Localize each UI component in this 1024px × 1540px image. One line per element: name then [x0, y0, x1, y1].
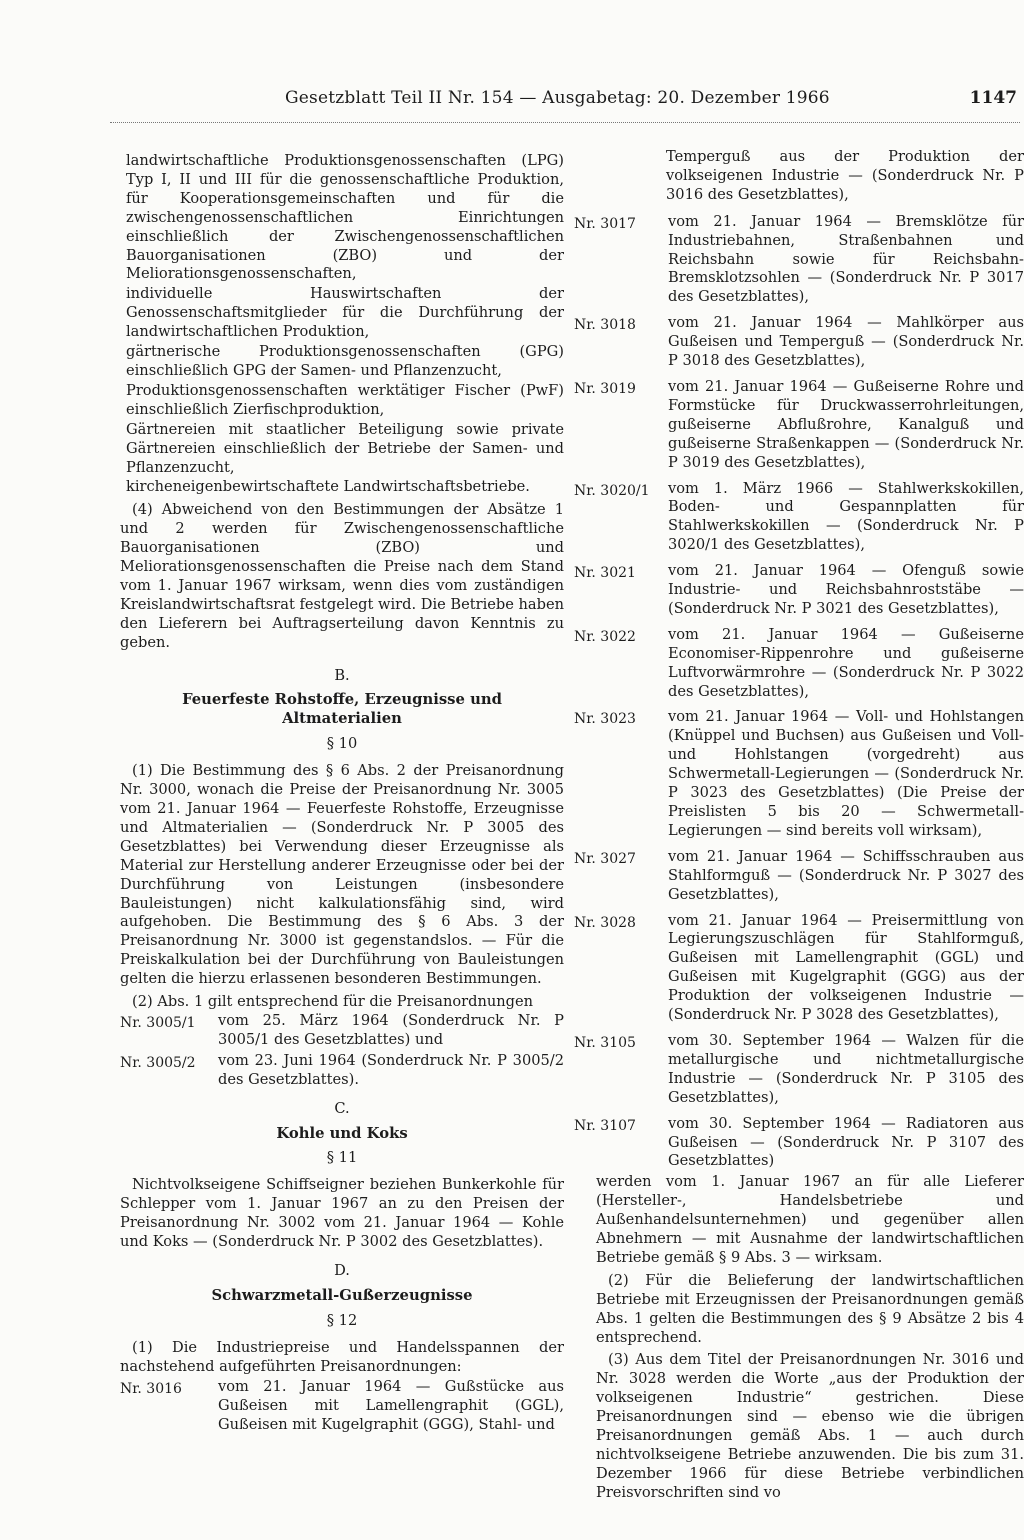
list-item — [574, 626, 1024, 702]
header-rule — [110, 122, 1020, 123]
ordinance-text: vom 21. Januar 1964 — Gußstücke aus Gußeisen mit Lamellengraphit (GGL), Gußeisen mit Kugelgraphit (GGG), Stahl- und — [218, 1378, 564, 1434]
ordinance-number: Nr. 3027 — [574, 850, 636, 867]
ordinance-text: vom 21. Januar 1964 — Bremsklötze für Industriebahnen, Straßenbahnen und Reichsbahn sowie für Reichsbahn-Bremsklotzsohlen — (Sonderdruck Nr. P 3017 des Gesetzblattes), — [668, 212, 1024, 306]
ordinance-text: vom 21. Januar 1964 — Ofenguß sowie Industrie- und Reichsbahnroststäbe — (Sonderdruck Nr. P 3021 des Gesetzblattes), — [668, 562, 1024, 617]
list-item: kircheneigenbewirtschaftete Landwirtschaftsbetriebe. — [126, 478, 530, 496]
ordinance-number: Nr. 3017 — [574, 215, 636, 232]
section-b-letter: B. — [334, 666, 350, 684]
ordinance-text: vom 25. März 1964 (Sonderdruck Nr. P 3005/1 des Gesetzblattes) und — [218, 1011, 564, 1048]
list-item — [574, 1115, 1024, 1172]
right-column — [574, 148, 1024, 1503]
section-10-heading: § 10 — [326, 735, 358, 753]
list-item — [120, 1378, 564, 1435]
header-title: Gesetzblatt Teil II Nr. 154 — Ausgabetag: 20. Dezember 1966 — [285, 88, 830, 108]
ordinance-number: Nr. 3023 — [574, 711, 636, 728]
list-item — [574, 562, 1024, 619]
ordinance-text: vom 21. Januar 1964 — Preisermittlung von Legierungszuschlägen für Stahlformguß, Gußeisen mit Lamellengraphit (GGL) und Gußeisen mit Kugelgraphit (GGG) aus der Produktion der volkseigenen Industrie — (Sonderdruck Nr. P 3028 des Gesetzblattes), — [668, 911, 1024, 1024]
list-item: landwirtschaftliche Produktionsgenossenschaften (LPG) Typ I, II und III für die genossenschaftliche Produktion, für Kooperationsgemeinschaften und für die zwischengenossenschaftlichen Einrichtungen einschließlich der Zwischengenossenschaftlichen Bauorganisationen (ZBO) und der Meliorationsgenossenschaften, — [126, 152, 564, 283]
section-10-paragraph-1: (1) Die Bestimmung des § 6 Abs. 2 der Preisanordnung Nr. 3000, wonach die Preise der Preisanordnung Nr. 3005 vom 21. Januar 1964 — Feuerfeste Rohstoffe, Erzeugnisse und Altmaterialien — (Sonderdruck Nr. P 3005 des Gesetzblattes) bei Verwendung dieser Erzeugnisse als Material zur Herstellung anderer Erzeugnisse oder bei der Durchführung von Leistungen (insbesondere Bauleistungen) nicht kalkulationsfähig sind, wird aufgehoben. Die Bestimmung des § 6 Abs. 3 der Preisanordnung Nr. 3000 ist gegenstandslos. — Für die Preiskalkulation bei der Durchführung von Bauleistungen gelten die hierzu erlassenen besonderen Bestimmungen. — [120, 762, 564, 988]
ordinance-number: Nr. 3105 — [574, 1034, 636, 1051]
list-item — [574, 708, 1024, 840]
section-12-heading: § 12 — [326, 1311, 358, 1329]
ordinance-number: Nr. 3021 — [574, 565, 636, 582]
list-item: Gärtnereien mit staatlicher Beteiligung sowie private Gärtnereien einschließlich der Betriebe der Samen- und Pflanzenzucht, — [126, 420, 564, 476]
ordinance-number: Nr. 3107 — [574, 1117, 636, 1134]
paragraph-4: (4) Abweichend von den Bestimmungen der Absätze 1 und 2 werden für Zwischengenossenschaftliche Bauorganisationen (ZBO) und Meliorationsgenossenschaften die Preise nach dem Stand vom 1. Januar 1967 wirksam, wenn dies vom zuständigen Kreislandwirtschaftsrat festgelegt wird. Die Betriebe haben den Lieferern bei Auftragserteilung davon Kenntnis zu geben. — [120, 501, 564, 651]
ordinance-text: vom 30. September 1964 — Radiatoren aus Gußeisen — (Sonderdruck Nr. P 3107 des Gesetzblattes) — [668, 1114, 1024, 1170]
paragraph-3: (3) Aus dem Titel der Preisanordnungen Nr. 3016 und Nr. 3028 werden die Worte „aus der Produktion der volkseigenen Industrie“ gestrichen. Diese Preisanordnungen sind — ebenso wie die übrigen Preisanordnungen gemäß Abs. 1 — auch durch nichtvolkseigene Betriebe anzuwenden. Die bis zum 31. Dezember 1966 für diese Betriebe verbindlichen Preisvorschriften sind vo — [596, 1351, 1024, 1501]
page-header — [285, 88, 1024, 118]
ordinance-text: vom 21. Januar 1964 — Gußeiserne Rohre und Formstücke für Druckwasserrohrleitungen, gußeiserne Abflußrohre, Kanalguß und gußeiserne Straßenkappen — (Sonderdruck Nr. P 3019 des Gesetzblattes), — [668, 377, 1024, 471]
section-b-title: Feuerfeste Rohstoffe, Erzeugnisse und Altmaterialien — [182, 691, 502, 728]
section-d-title: Schwarzmetall-Gußerzeugnisse — [211, 1286, 473, 1304]
page-number: 1147 — [969, 88, 1017, 108]
section-12-paragraph-1: (1) Die Industriepreise und Handelsspannen der nachstehend aufgeführten Preisanordnungen: — [120, 1338, 564, 1375]
ordinance-text: vom 23. Juni 1964 (Sonderdruck Nr. P 3005/2 des Gesetzblattes). — [218, 1051, 564, 1088]
paragraph-2: (2) Für die Belieferung der landwirtschaftlichen Betriebe mit Erzeugnissen der Preisanordnungen gemäß Abs. 1 gelten die Bestimmungen des § 9 Absätze 2 bis 4 entsprechend. — [596, 1271, 1024, 1346]
ordinance-text: vom 30. September 1964 — Walzen für die metallurgische und nichtmetallurgische Industrie — (Sonderdruck Nr. P 3105 des Gesetzblattes), — [668, 1031, 1024, 1106]
ordinance-number: Nr. 3022 — [574, 628, 636, 645]
ordinance-number: Nr. 3020/1 — [574, 482, 650, 499]
ordinance-number: Nr. 3005/1 — [120, 1014, 196, 1031]
ordinance-text: vom 21. Januar 1964 — Gußeiserne Economiser-Rippenrohre und gußeiserne Luftvorwärmrohre — (Sonderdruck Nr. P 3022 des Gesetzblattes), — [668, 625, 1024, 700]
list-item — [574, 314, 1024, 371]
list-item — [574, 213, 1024, 308]
list-item — [120, 1052, 564, 1090]
section-c-letter: C. — [334, 1099, 350, 1117]
ordinance-text: vom 21. Januar 1964 — Voll- und Hohlstangen (Knüppel und Buchsen) aus Gußeisen und Voll- und Hohlstangen (vorgedreht) aus Schwermetall-Legierungen — (Sonderdruck Nr. P 3023 des Gesetzblattes) (Die Preise der Preislisten 5 bis 20 — Schwermetall-Legierungen — sind bereits voll wirksam), — [668, 708, 1024, 839]
ordinance-number: Nr. 3016 — [120, 1381, 182, 1398]
continued-entry: Temperguß aus der Produktion der volkseigenen Industrie — (Sonderdruck Nr. P 3016 des Gesetzblattes), — [666, 148, 1024, 203]
list-item — [574, 1032, 1024, 1108]
list-item: gärtnerische Produktionsgenossenschaften (GPG) einschließlich GPG der Samen- und Pflanzenzucht, — [126, 343, 564, 379]
ordinance-number: Nr. 3018 — [574, 317, 636, 334]
ordinance-number: Nr. 3005/2 — [120, 1054, 196, 1071]
list-item — [574, 848, 1024, 905]
list-item: individuelle Hauswirtschaften der Genossenschaftsmitglieder für die Durchführung der landwirtschaftlichen Produktion, — [126, 285, 564, 341]
section-c-title: Kohle und Koks — [276, 1124, 408, 1142]
left-column — [120, 152, 564, 1443]
ordinance-text: vom 1. März 1966 — Stahlwerkskokillen, Boden- und Gespannplatten für Stahlwerkskokillen — (Sonderdruck Nr. P 3020/1 des Gesetzblattes), — [668, 479, 1024, 554]
ordinance-number: Nr. 3028 — [574, 914, 636, 931]
section-11-paragraph: Nichtvolkseigene Schiffseigner beziehen Bunkerkohle für Schlepper vom 1. Januar 1967 an zu den Preisen der Preisanordnung Nr. 3002 vom 21. Januar 1964 — Kohle und Koks — (Sonderdruck Nr. P 3002 des Gesetzblattes). — [120, 1176, 564, 1251]
list-item: Produktionsgenossenschaften werktätiger Fischer (PwF) einschließlich Zierfischproduktion, — [126, 381, 564, 418]
list-item — [120, 1012, 564, 1050]
section-10-paragraph-2: (2) Abs. 1 gilt entsprechend für die Preisanordnungen — [132, 993, 534, 1011]
ordinance-text: vom 21. Januar 1964 — Mahlkörper aus Gußeisen und Temperguß — (Sonderdruck Nr. P 3018 des Gesetzblattes), — [668, 314, 1024, 370]
ordinance-number: Nr. 3019 — [574, 380, 636, 397]
list-item — [574, 912, 1024, 1025]
section-11-heading: § 11 — [326, 1149, 358, 1167]
continuation-paragraph: werden vom 1. Januar 1967 an für alle Lieferer (Hersteller-, Handelsbetriebe und Außenhandelsunternehmen) und gegenüber allen Abnehmern — mit Ausnahme der landwirtschaftlichen Betriebe gemäß § 9 Abs. 3 — wirksam. — [596, 1173, 1024, 1266]
section-d-letter: D. — [334, 1261, 350, 1279]
list-item — [574, 378, 1024, 473]
ordinance-text: vom 21. Januar 1964 — Schiffsschrauben aus Stahlformguß — (Sonderdruck Nr. P 3027 des Gesetzblattes), — [668, 847, 1024, 903]
list-item — [574, 480, 1024, 556]
